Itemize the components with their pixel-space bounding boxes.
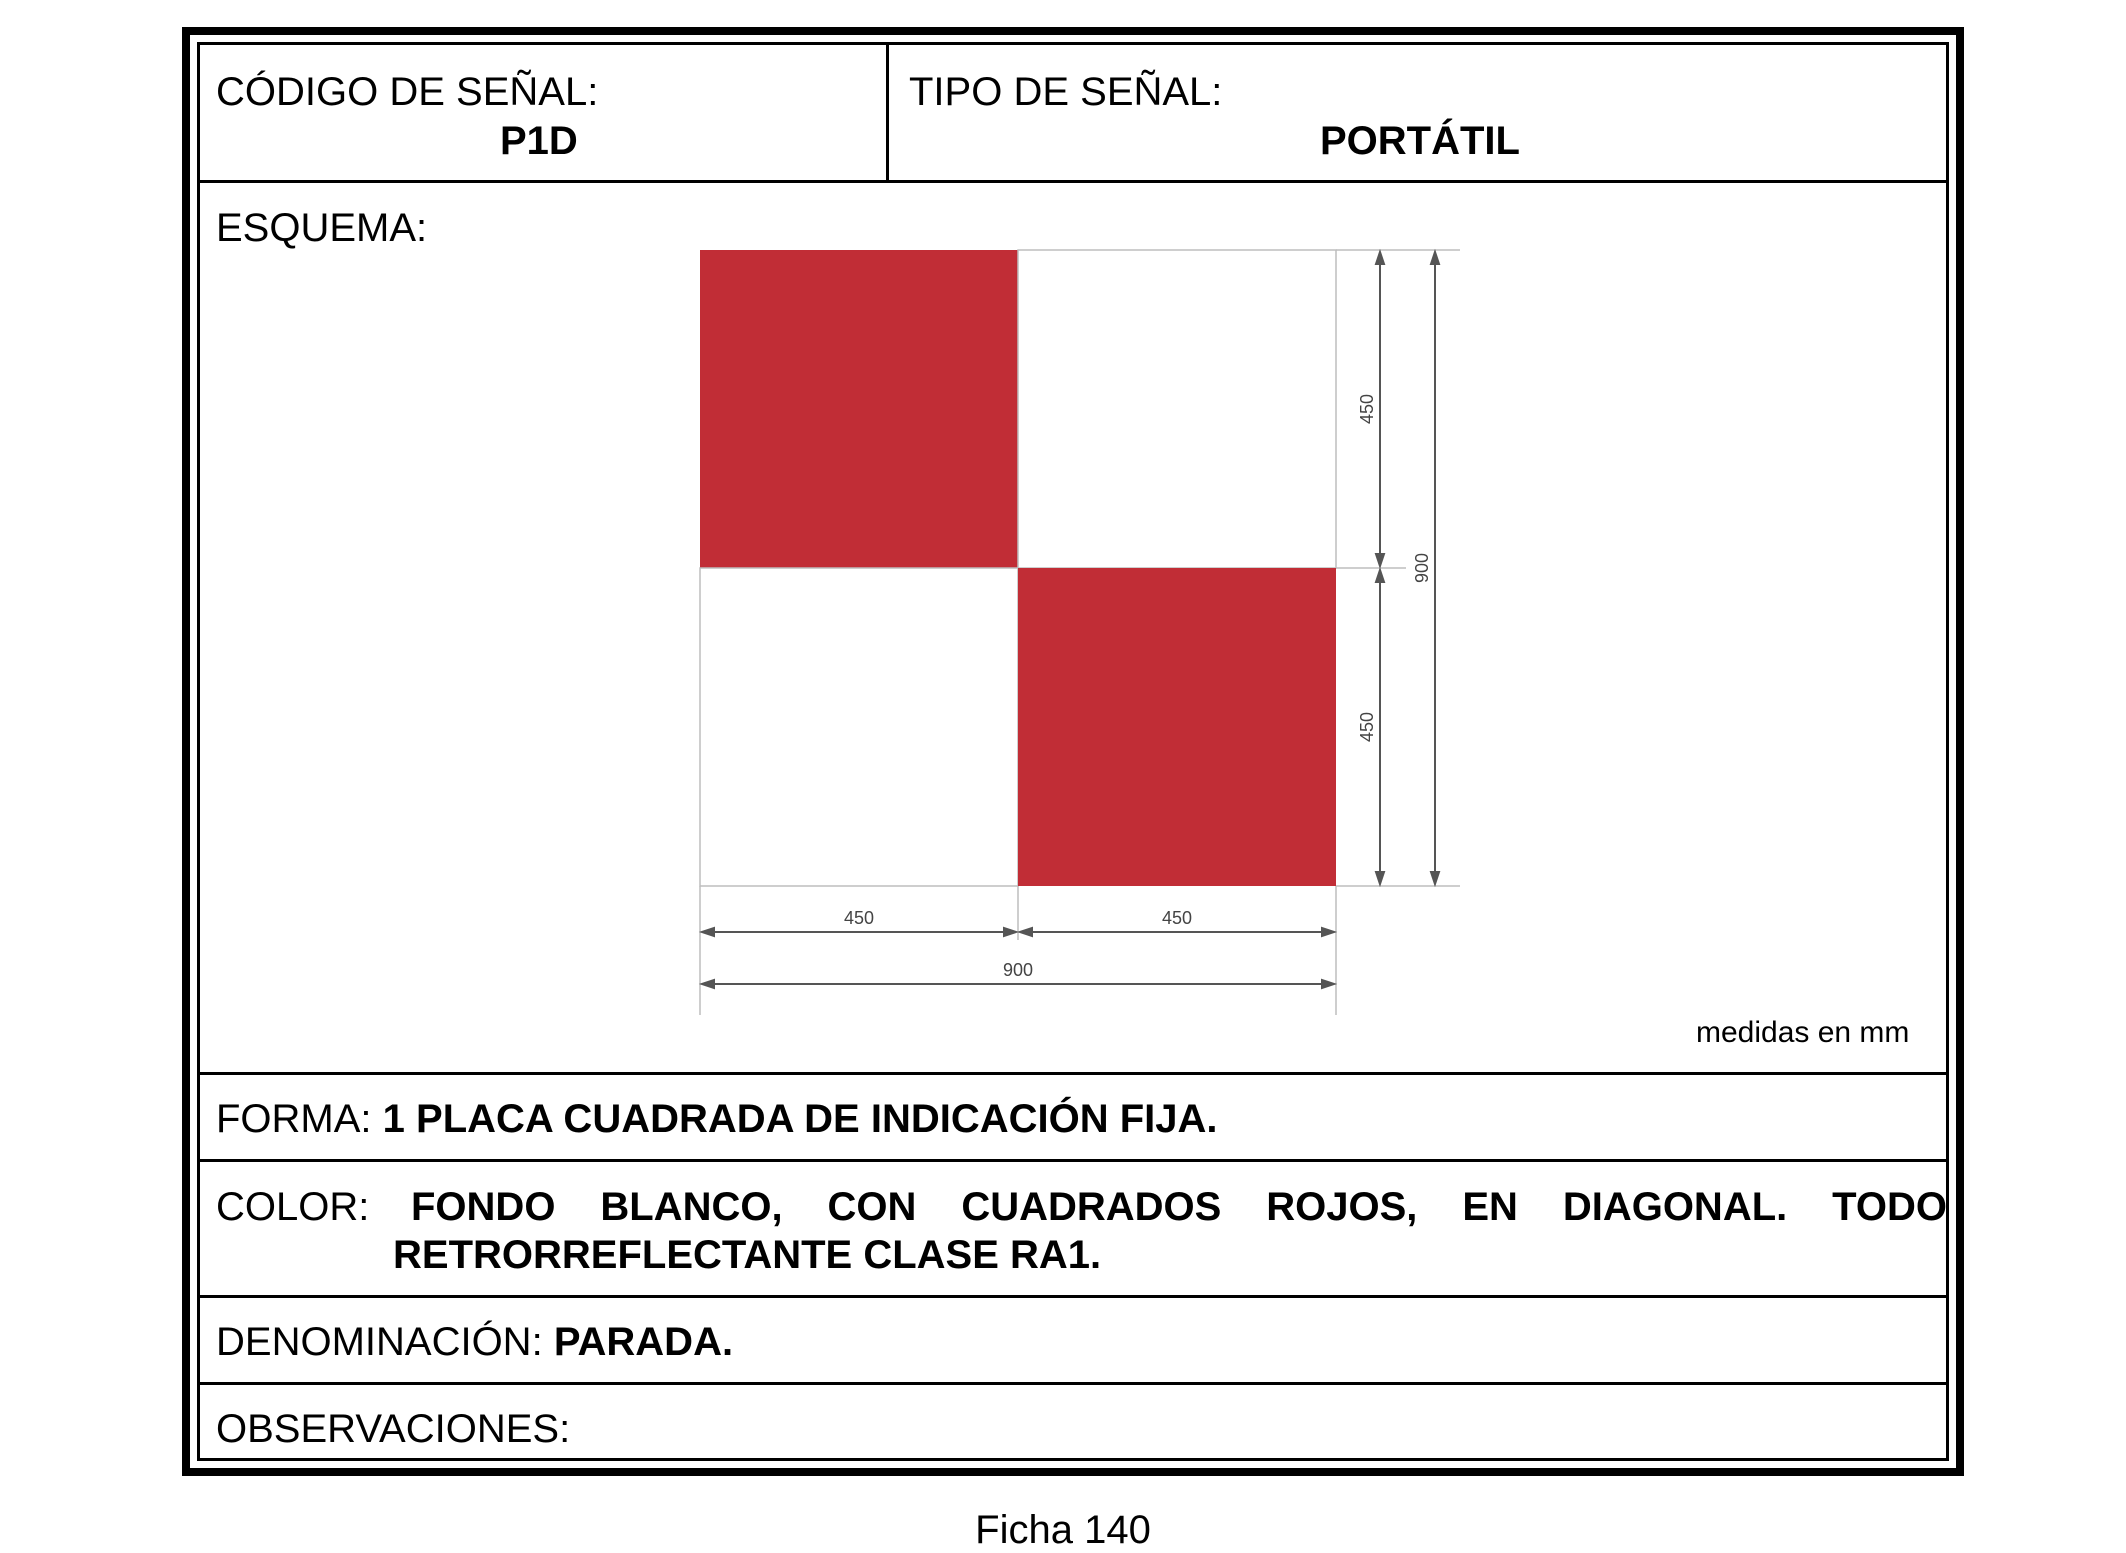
square-top-left-red [700, 250, 1018, 568]
square-bottom-right-red [1018, 568, 1336, 886]
row-divider-forma [197, 1159, 1949, 1162]
color-word: TODO [1832, 1185, 1947, 1229]
color-word: BLANCO, [600, 1185, 783, 1229]
dim-bottom-right: 450 [1161, 908, 1193, 928]
header-column-divider [886, 42, 889, 183]
dim-right-total: 900 [1412, 552, 1432, 584]
denominacion-row [216, 1322, 733, 1362]
square-top-right-white [1018, 250, 1336, 568]
denominacion-value: PARADA. [553, 1320, 734, 1364]
row-divider-esquema [197, 1072, 1949, 1075]
color-value-line2: RETRORREFLECTANTE CLASE RA1. [393, 1233, 1102, 1277]
color-label: COLOR: [216, 1185, 370, 1229]
dim-right-bottom: 450 [1357, 711, 1377, 743]
dim-bottom-total: 900 [1002, 960, 1034, 980]
color-word: EN [1462, 1185, 1518, 1229]
dim-right-top: 450 [1357, 393, 1377, 425]
color-word: CUADRADOS [961, 1185, 1222, 1229]
tipo-label: TIPO DE SEÑAL: [909, 70, 1223, 114]
color-word: DIAGONAL. [1562, 1185, 1788, 1229]
codigo-label: CÓDIGO DE SEÑAL: [216, 70, 599, 114]
signal-schema-drawing [690, 240, 1470, 1020]
observaciones-label: OBSERVACIONES: [216, 1407, 571, 1451]
square-bottom-left-white [700, 568, 1018, 886]
color-value-line1 [411, 1187, 1947, 1227]
tipo-value: PORTÁTIL [1320, 119, 1520, 163]
dim-bottom-left: 450 [843, 908, 875, 928]
row-divider-color [197, 1295, 1949, 1298]
row-divider-header [197, 180, 1949, 183]
color-word: CON [827, 1185, 917, 1229]
forma-label: FORMA: [216, 1097, 372, 1141]
units-note: medidas en mm [1696, 1016, 1910, 1049]
codigo-value: P1D [500, 119, 578, 163]
ficha-number: Ficha 140 [975, 1508, 1151, 1552]
forma-row [216, 1099, 1218, 1139]
denominacion-label: DENOMINACIÓN: [216, 1320, 543, 1364]
row-divider-denominacion [197, 1382, 1949, 1385]
color-word: ROJOS, [1266, 1185, 1418, 1229]
esquema-label: ESQUEMA: [216, 206, 428, 250]
forma-value: 1 PLACA CUADRADA DE INDICACIÓN FIJA. [382, 1097, 1218, 1141]
color-word: FONDO [411, 1185, 556, 1229]
